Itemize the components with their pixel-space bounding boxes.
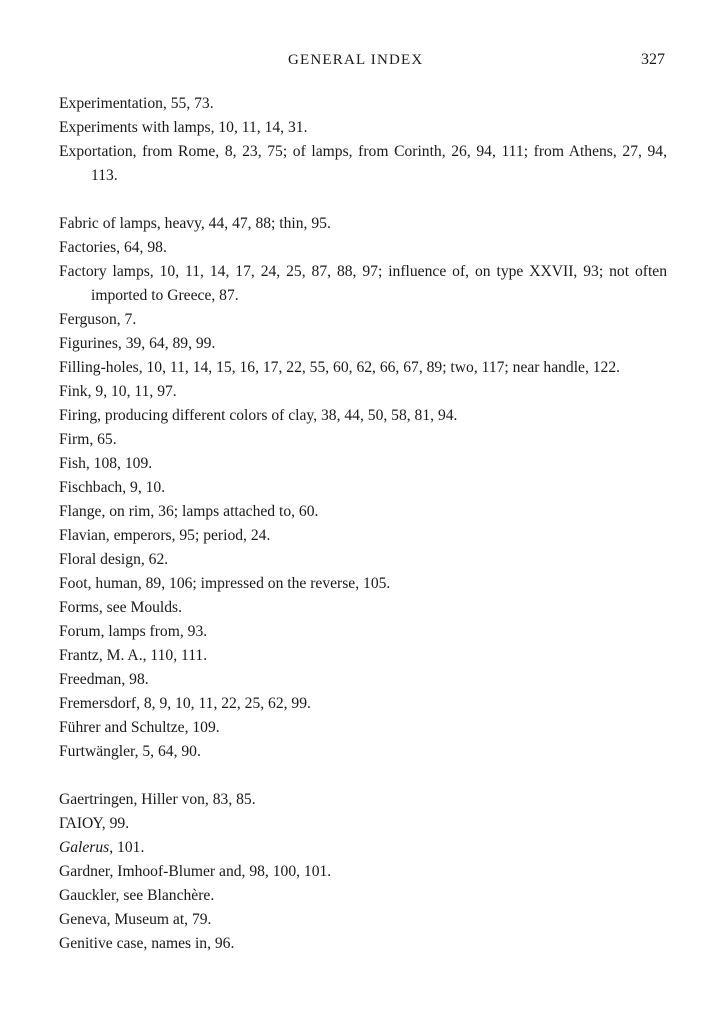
running-head — [0, 52, 722, 76]
index-entry: Gaertringen, Hiller von, 83, 85. — [59, 791, 256, 808]
index-entry: Gardner, Imhoof-Blumer and, 98, 100, 101. — [59, 863, 332, 880]
index-entry: Fink, 9, 10, 11, 97. — [59, 383, 177, 400]
index-entry: Geneva, Museum at, 79. — [59, 911, 212, 928]
index-entry: Foot, human, 89, 106; impressed on the reverse, 105. — [59, 575, 391, 592]
index-entry: Fremersdorf, 8, 9, 10, 11, 22, 25, 62, 99. — [59, 695, 311, 712]
index-entry: Forms, see Moulds. — [59, 599, 183, 616]
index-entry-greek: ΓΑΙΟΥ, 99. — [59, 815, 130, 832]
index-entry: Exportation, from Rome, 8, 23, 75; of lamps, from Corinth, 26, 94, 111; from Athens, 27, 94, 113. — [59, 143, 667, 184]
page-number: 327 — [641, 51, 665, 68]
index-section-e — [59, 92, 667, 188]
index-entry: Frantz, M. A., 110, 111. — [59, 647, 208, 664]
index-entry: Firm, 65. — [59, 431, 117, 448]
italic-term: Galerus — [59, 839, 110, 856]
index-entry: Fabric of lamps, heavy, 44, 47, 88; thin, 95. — [59, 215, 331, 232]
index-entry: Experimentation, 55, 73. — [59, 95, 214, 112]
index-entry: Figurines, 39, 64, 89, 99. — [59, 335, 216, 352]
index-entry: Fischbach, 9, 10. — [59, 479, 166, 496]
index-section-g — [59, 788, 667, 956]
index-entry: Floral design, 62. — [59, 551, 169, 568]
index-section-f — [59, 212, 667, 764]
index-entry: Factory lamps, 10, 11, 14, 17, 24, 25, 87, 88, 97; influence of, on type XXVII, 93; not often imported to Greece, 87. — [59, 263, 667, 304]
index-entry: Flange, on rim, 36; lamps attached to, 60. — [59, 503, 319, 520]
running-title: GENERAL INDEX — [288, 52, 424, 68]
index-entry: Experiments with lamps, 10, 11, 14, 31. — [59, 119, 308, 136]
index-body — [59, 92, 667, 956]
index-entry: Freedman, 98. — [59, 671, 149, 688]
index-entry: Fish, 108, 109. — [59, 455, 153, 472]
index-entry: Führer and Schultze, 109. — [59, 719, 220, 736]
index-entry: Genitive case, names in, 96. — [59, 935, 235, 952]
index-entry: Firing, producing different colors of clay, 38, 44, 50, 58, 81, 94. — [59, 407, 458, 424]
index-entry: Ferguson, 7. — [59, 311, 137, 328]
italic-entry-rest: , 101. — [109, 839, 145, 856]
index-entry-italic — [59, 836, 667, 860]
index-entry: Furtwängler, 5, 64, 90. — [59, 743, 201, 760]
index-entry: Factories, 64, 98. — [59, 239, 167, 256]
index-entry: Forum, lamps from, 93. — [59, 623, 208, 640]
index-entry: Gauckler, see Blanchère. — [59, 887, 215, 904]
index-entry: Filling-holes, 10, 11, 14, 15, 16, 17, 22, 55, 60, 62, 66, 67, 89; two, 117; near handle, 122. — [59, 359, 621, 376]
index-entry: Flavian, emperors, 95; period, 24. — [59, 527, 271, 544]
